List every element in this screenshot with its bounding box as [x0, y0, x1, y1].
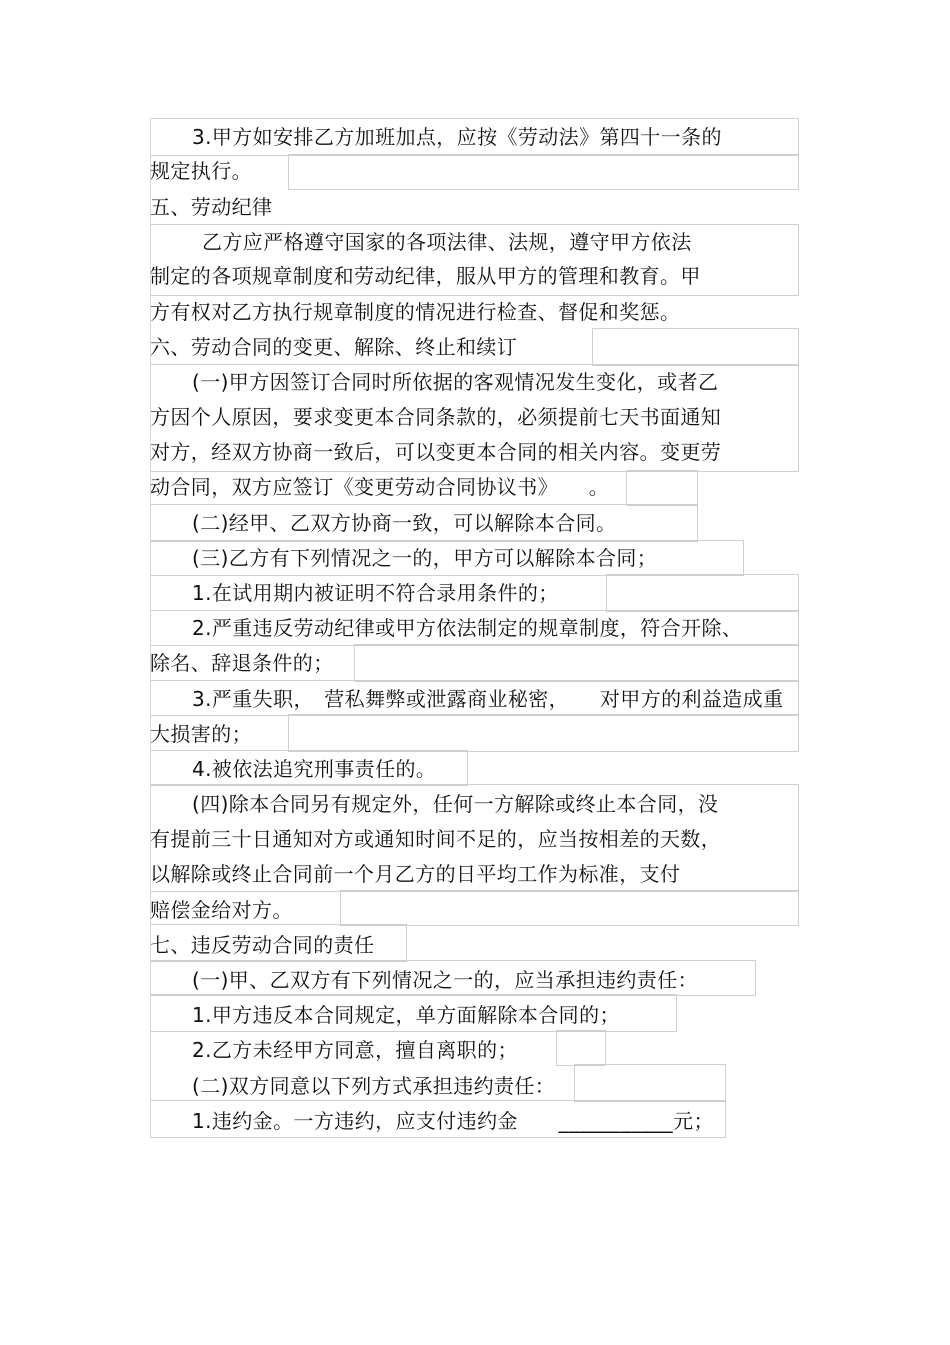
scan-frame — [354, 644, 799, 682]
section-6-item-4-line-2: 有提前三十日通知对方或通知时间不足的，应当按相差的天数， — [150, 827, 722, 851]
scan-frame — [340, 890, 799, 926]
scan-frame — [606, 574, 799, 612]
section-7-item-1: (一)甲、乙双方有下列情况之一的，应当承担违约责任： — [192, 968, 699, 992]
clause-3-overtime: 3.甲方如安排乙方加班加点，应按《劳动法》第四十一条的 — [192, 125, 722, 149]
section-6-item-3-sub-2-cont: 除名、辞退条件的； — [150, 651, 334, 675]
section-6-item-3-sub-2: 2.严重违反劳动纪律或甲方依法制定的规章制度，符合开除、 — [192, 616, 743, 640]
section-6-item-4-line-3: 以解除或终止合同前一个月乙方的日平均工作为标准，支付 — [150, 862, 681, 886]
section-6-item-4-line-4: 赔偿金给对方。 — [150, 898, 293, 922]
section-6-item-3: (三)乙方有下列情况之一的，甲方可以解除本合同； — [192, 546, 658, 570]
section-7-item-1-sub-2: 2.乙方未经甲方同意，擅自离职的； — [192, 1038, 518, 1062]
scan-frame — [288, 154, 799, 190]
section-7-item-2-sub-1: 1.违约金。一方违约，应支付违约金 ___________元； — [192, 1109, 714, 1133]
section-6-item-4-line-1: (四)除本合同另有规定外，任何一方解除或终止本合同，没 — [192, 792, 719, 816]
scan-frame — [592, 328, 799, 366]
scan-frame — [626, 470, 698, 506]
section-7-item-2: (二)双方同意以下列方式承担违约责任： — [192, 1074, 556, 1098]
section-6-item-1-line-3: 对方，经双方协商一致后，可以变更本合同的相关内容。变更劳 — [150, 440, 722, 464]
section-6-item-1-line-1: (一)甲方因签订合同时所依据的客观情况发生变化，或者乙 — [192, 370, 719, 394]
clause-3-overtime-cont: 规定执行。 — [150, 159, 252, 183]
scan-frame — [288, 714, 799, 752]
section-5-paragraph-line-2: 制定的各项规章制度和劳动纪律，服从甲方的管理和教育。甲 — [150, 264, 701, 288]
scan-frame — [556, 1030, 606, 1066]
section-6-item-3-sub-1: 1.在试用期内被证明不符合录用条件的； — [192, 581, 559, 605]
scan-frame — [574, 1064, 726, 1102]
section-6-item-3-sub-4: 4.被依法追究刑事责任的。 — [192, 757, 437, 781]
section-5-paragraph-line-1: 乙方应严格遵守国家的各项法律、法规，遵守甲方依法 — [202, 230, 692, 254]
section-6-item-1-line-2: 方因个人原因，要求变更本合同条款的，必须提前七天书面通知 — [150, 405, 722, 429]
section-6-item-3-sub-3-cont: 大损害的； — [150, 722, 252, 746]
section-7-heading: 七、违反劳动合同的责任 — [150, 933, 375, 957]
section-5-heading: 五、劳动纪律 — [150, 195, 273, 219]
section-5-paragraph-line-3: 方有权对乙方执行规章制度的情况进行检查、督促和奖惩。 — [150, 300, 681, 324]
section-7-item-1-sub-1: 1.甲方违反本合同规定，单方面解除本合同的； — [192, 1003, 620, 1027]
section-6-item-1-line-4: 动合同，双方应签订《变更劳动合同协议书》 。 — [150, 475, 610, 499]
section-6-item-2: (二)经甲、乙双方协商一致，可以解除本合同。 — [192, 511, 617, 535]
section-6-item-3-sub-3: 3.严重失职， 营私舞弊或泄露商业秘密， 对甲方的利益造成重 — [192, 687, 784, 711]
section-6-heading: 六、劳动合同的变更、解除、终止和续订 — [150, 335, 518, 359]
